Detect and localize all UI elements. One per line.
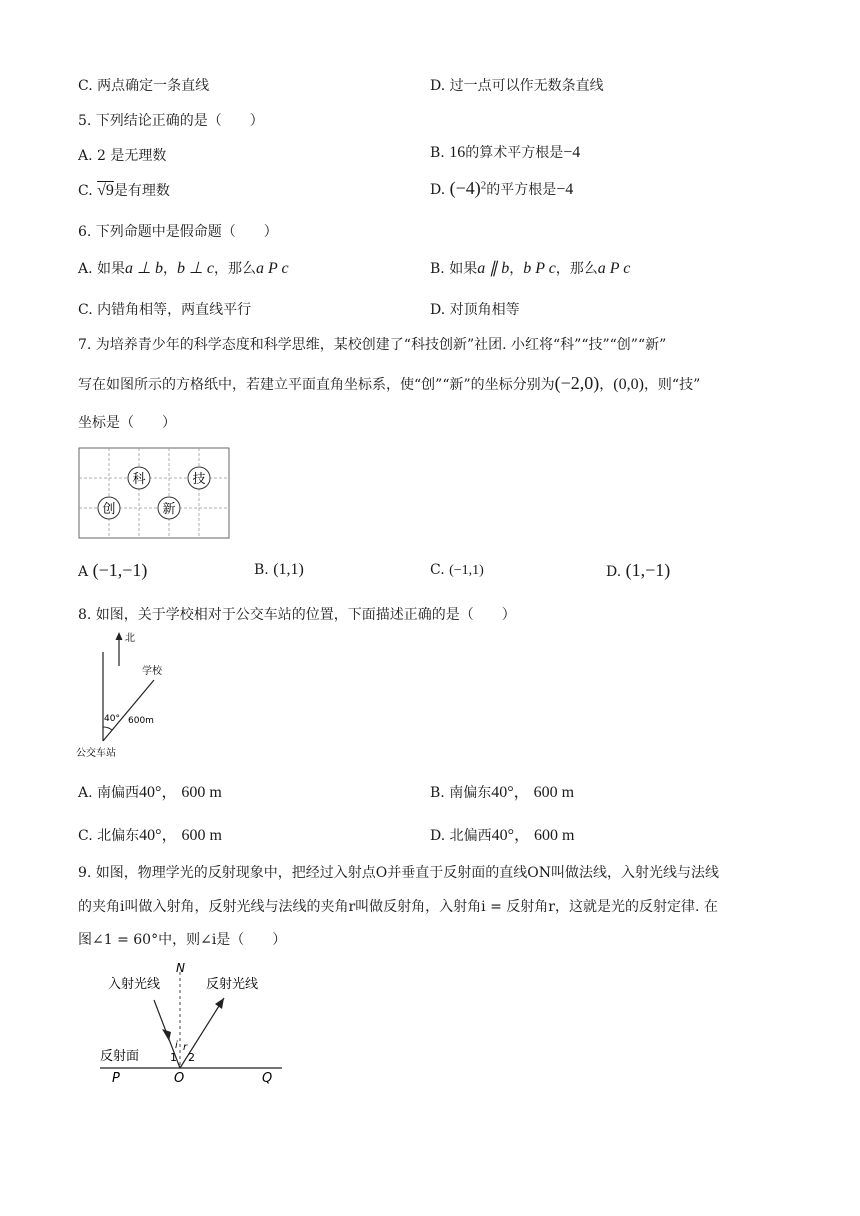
svg-text:科: 科 xyxy=(132,472,146,487)
distance-label: 600m xyxy=(128,716,154,726)
label-O: O xyxy=(174,1071,185,1086)
q5-option-c: C. √9是有理数 xyxy=(78,182,170,199)
surface-label: 反射面 xyxy=(100,1049,140,1064)
school-direction-line xyxy=(103,680,154,741)
reflected-arrowhead xyxy=(215,998,224,1009)
grid-char-chuang xyxy=(98,497,120,519)
label-angle-1: 1 xyxy=(170,1051,177,1064)
school-label: 学校 xyxy=(142,666,162,677)
q9-line2: 的夹角i叫做入射角，反射光线与法线的夹角r叫做反射角，入射角i = 反射角r，这就是光的反射定律. 在 xyxy=(78,899,718,915)
q5-option-d: D. $(-4)^2$的平方根是−4 xyxy=(430,178,574,198)
grid-char-ke xyxy=(128,467,150,489)
svg-text:技: 技 xyxy=(192,472,206,487)
q6-stem: 6. 下列命题中是假命题（ ） xyxy=(78,224,278,240)
q7-line2: 写在如图所示的方格纸中，若建立平面直角坐标系，使“创”“新”的坐标分别为(−2,0)，(0,0)，则“技” xyxy=(78,373,701,393)
grid-lines xyxy=(79,448,229,538)
q7-line1: 7. 为培养青少年的科学态度和科学思维，某校创建了“科技创新”社团. 小红将“科”“技”“创”“新” xyxy=(78,337,667,353)
q6-option-a: A. 如果a ⊥ b，b ⊥ c，那么a P c xyxy=(78,260,289,277)
label-N: N xyxy=(176,961,185,975)
q6-option-c: C. 内错角相等，两直线平行 xyxy=(78,302,252,318)
reflected-label: 反射光线 xyxy=(206,977,259,992)
q9-line1: 9. 如图，物理学光的反射现象中，把经过入射点O并垂直于反射面的直线ON叫做法线，入射光线与法线 xyxy=(78,865,720,881)
q7-option-c: C. (−1,1) xyxy=(430,562,484,578)
q8-option-d: D. 北偏西40°， 600 m xyxy=(430,827,575,844)
q5-option-b: B. 16的算术平方根是−4 xyxy=(430,144,581,161)
reflected-ray xyxy=(180,998,224,1068)
q7-option-b: B. (1,1) xyxy=(254,561,304,578)
svg-text:创: 创 xyxy=(102,502,116,517)
svg-text:新: 新 xyxy=(162,502,176,517)
q7-option-a: A (−1,−1) xyxy=(78,560,148,580)
q8-option-c: C. 北偏东40°， 600 m xyxy=(78,827,222,844)
q8-option-b: B. 南偏东40°， 600 m xyxy=(430,784,575,801)
q6-option-b: B. 如果a ∥ b，b P c，那么a P c xyxy=(430,260,631,277)
grid-border xyxy=(79,448,229,538)
north-label: 北 xyxy=(125,633,135,644)
q8-stem: 8. 如图，关于学校相对于公交车站的位置，下面描述正确的是（ ） xyxy=(78,607,516,623)
q7-option-d: D. (1,−1) xyxy=(606,560,671,580)
q5-option-a: A. 2 是无理数 xyxy=(78,148,167,164)
grid-char-ji xyxy=(188,467,210,489)
q8-option-a: A. 南偏西40°， 600 m xyxy=(78,784,222,801)
angle-label: 40° xyxy=(104,714,120,724)
label-P: P xyxy=(112,1071,120,1086)
q7-grid-figure xyxy=(78,447,230,539)
incident-label: 入射光线 xyxy=(108,977,161,992)
angle-arc xyxy=(103,727,112,730)
q8-direction-figure xyxy=(74,628,184,760)
q4-option-d: D. 过一点可以作无数条直线 xyxy=(430,78,604,94)
station-label: 公交车站 xyxy=(76,748,116,759)
label-angle-r: r xyxy=(183,1042,188,1053)
q6-option-d: D. 对顶角相等 xyxy=(430,302,520,318)
north-arrowhead xyxy=(116,632,123,640)
q5-stem: 5. 下列结论正确的是（ ） xyxy=(78,113,264,129)
incident-arrowhead xyxy=(162,1029,171,1041)
label-angle-2: 2 xyxy=(188,1051,195,1064)
q4-option-c: C. 两点确定一条直线 xyxy=(78,78,210,94)
label-Q: Q xyxy=(262,1071,273,1086)
q7-line3: 坐标是（ ） xyxy=(78,415,176,431)
q9-line3: 图∠1 = 60°中，则∠i是（ ） xyxy=(78,932,287,948)
grid-char-xin xyxy=(158,497,180,519)
q9-reflection-figure xyxy=(96,960,286,1088)
label-angle-i: i xyxy=(175,1040,178,1051)
